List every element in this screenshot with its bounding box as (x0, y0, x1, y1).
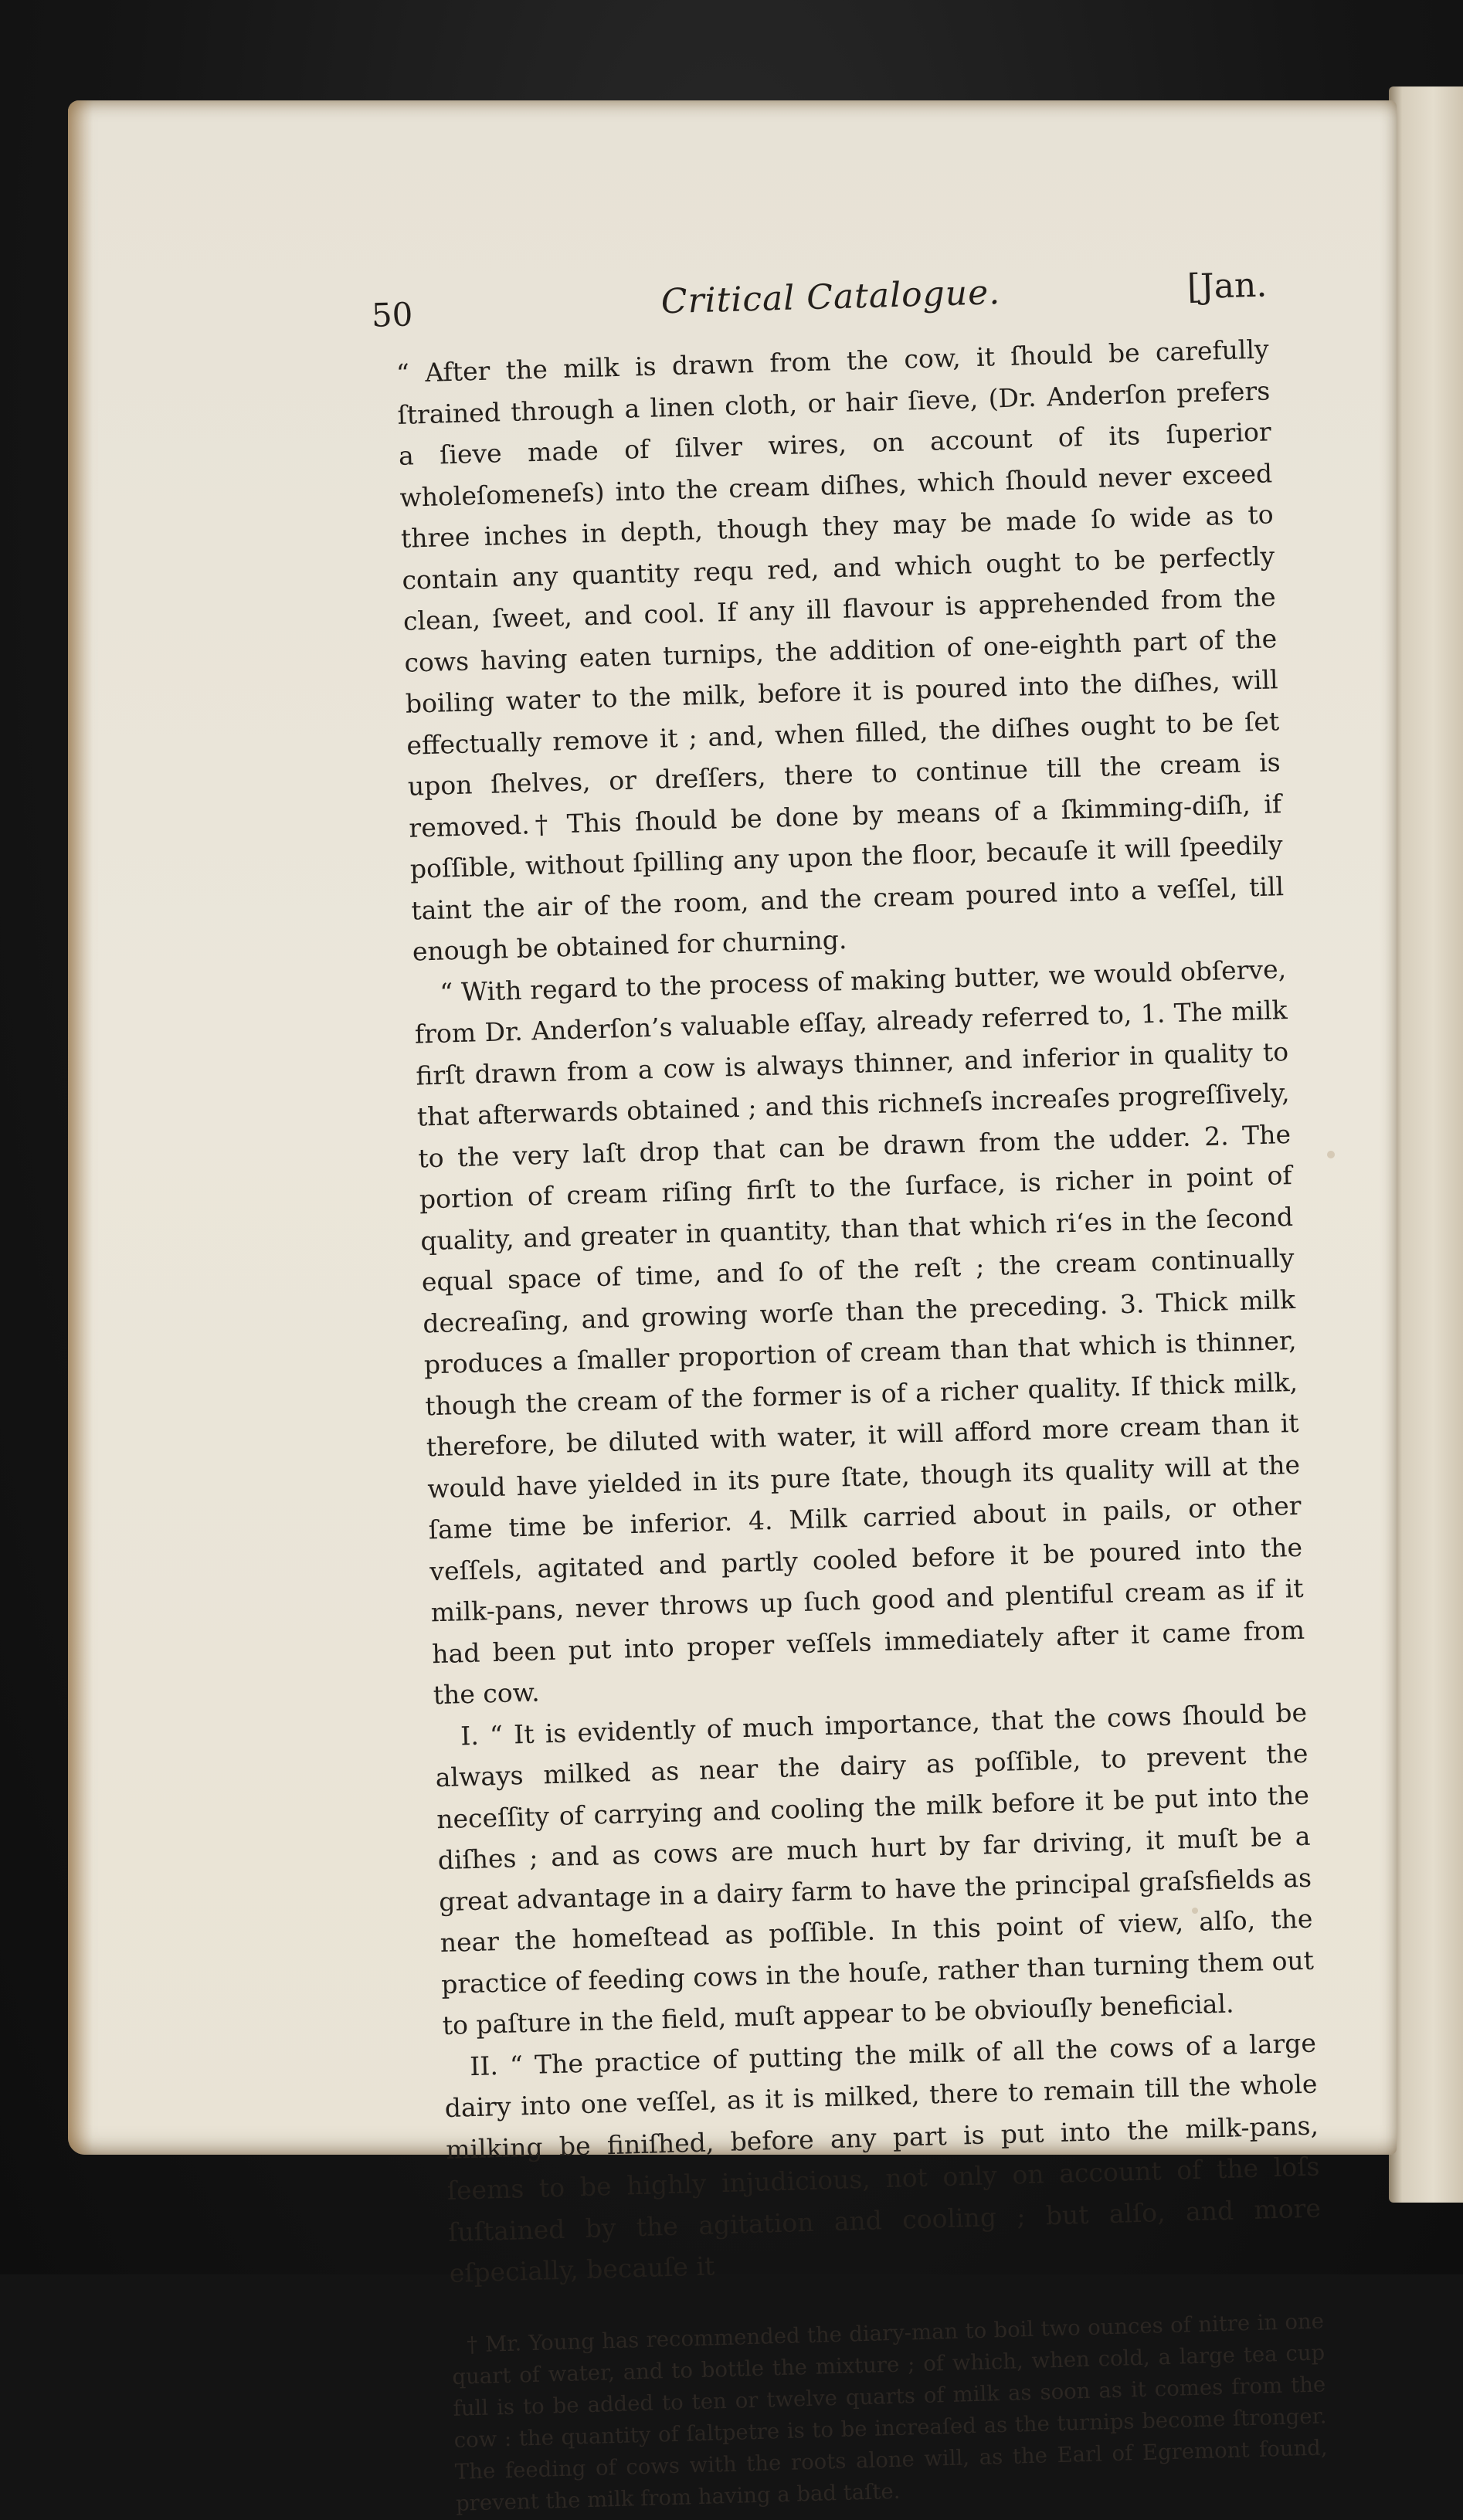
text-block (371, 265, 1329, 2519)
adjacent-page-edge (1389, 86, 1463, 2203)
paragraph-one-vessel: II. “ The practice of putting the milk of all the cows of a large dairy into one veſſel, as it is milked, there to remain till the whole milking be finiſhed, before any part is put into the milk-pans, ſeems to be highly injudicious, not only on account of the loſs ſuſtained by the agitation and cooling ; but alſo, and more eſpecially, becauſe it (444, 2027, 1322, 2288)
footnotes (451, 2305, 1329, 2519)
footnote: † Mr. Young has recommended the diary-man to boil two ounces of nitre in one quart of water, and to bottle the mixture ; of which, when cold, a large tea cup full is to be added to ten or twelve quarts of milk as soon as it comes from the cow : the quantity of ſaltpetre is to be increaſed as the turnips become ſtronger. The feeding of cows with the roots alone will, as the Earl of Egremont found, prevent the milk from having a bad taſte. (452, 2308, 1328, 2516)
running-month: [Jan. (1186, 265, 1268, 307)
page-number: 50 (371, 295, 414, 334)
running-title: Critical Catalogue. (660, 273, 1001, 322)
paragraph-milking-near-dairy: I. “ It is evidently of much importance, that the cows ſhould be always milked as near the dairy as poſſible, to prevent the neceſſity of carrying and cooling the milk before it be put into the diſhes ; and as cows are much hurt by far driving, it muſt be a great advantage in a dairy farm to have the principal graſsfields as near the homeſtead as poſſible. In this point of view, alſo, the practice of feeding cows in the houſe, rather than turning them out to paſture in the field, muſt appear to be obviouſly beneficial. (435, 1697, 1315, 2041)
paragraph-cream-dishes: “ After the milk is drawn from the cow, it ſhould be carefully ſtrained through a linen cloth, or hair ſieve, (Dr. Anderſon prefers a ſieve made of ſilver wires, on account of its ſuperior wholeſomeneſs) into the cream diſhes, which ſhould never exceed three inches in depth, though they may be made ſo wide as to contain any quantity requ red, and which ought to be perfectly clean, ſweet, and cool. If any ill flavour is apprehended from the cows having eaten turnips, the addition of one-eighth part of the boiling water to the milk, before it is poured into the diſhes, will effectually remove it ; and, when filled, the diſhes ought to be ſet upon ſhelves, or dreſſers, there to continue till the cream is removed.† This ſhould be done by means of a ſkimming-diſh, if poſſible, without ſpilling any upon the floor, becauſe it will ſpeedily taint the air of the room, and the cream poured into a veſſel, till enough be obtained for churning. (395, 334, 1285, 967)
paper-speck (1327, 1151, 1335, 1158)
paragraph-butter-process: “ With regard to the process of making butter, we would obſerve, from Dr. Anderſon’s valuable eſſay, already referred to, 1. The milk firſt drawn from a cow is always thinner, and inferior in quality to that afterwards obtained ; and this richneſs increaſes progreſſively, to the very laſt drop that can be drawn from the udder. 2. The portion of cream riſing firſt to the ſurface, is richer in point of quality, and greater in quantity, than that which ri‘es in the ſecond equal space of time, and ſo of the reſt ; the cream continually decreaſing, and growing worſe than the preceding. 3. Thick milk produces a ſmaller proportion of cream than that which is thinner, though the cream of the former is of a richer quality. If thick milk, therefore, be diluted with water, it will afford more cream than it would have yielded in its pure ſtate, though its quality will at the ſame time be inferior. 4. Milk carried about in pails, or other veſſels, agitated and partly cooled before it be poured into the milk-pans, never throws up ſuch good and plentiful cream as if it had been put into proper veſſels immediately after it came from the cow. (414, 953, 1305, 1711)
